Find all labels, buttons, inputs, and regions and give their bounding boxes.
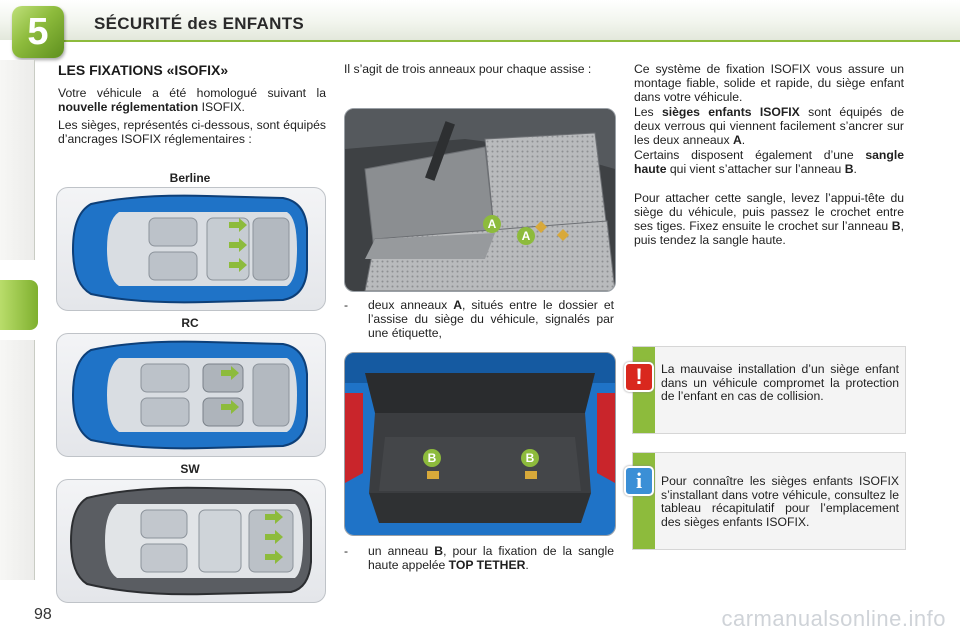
chapter-number-badge: 5	[12, 6, 64, 58]
car-diagram-rc	[56, 333, 326, 457]
intro-paragraph-1	[58, 86, 326, 114]
section-title: LES FIXATIONS «ISOFIX»	[58, 62, 229, 78]
warning-callout	[632, 346, 906, 434]
ring-b-marker: B	[423, 449, 441, 467]
top-tether-term: TOP TETHER	[448, 558, 526, 572]
chapter-tab-active[interactable]	[0, 280, 38, 330]
ring-a-marker: A	[517, 227, 535, 245]
chapter-tab[interactable]	[0, 540, 35, 580]
info-icon: i	[624, 466, 654, 496]
bullet-text-end: .	[525, 558, 529, 572]
chapter-tab[interactable]	[0, 420, 35, 460]
p2-text: sont équipés de deux verrous qui viennent facilement s’ancrer sur les deux anneaux	[634, 105, 904, 147]
p4-bold-ring: B	[891, 219, 901, 233]
bullet-bold: A	[453, 298, 463, 312]
page-number: 98	[34, 606, 52, 623]
right-paragraph-3	[634, 148, 904, 176]
car-label-berline: Berline	[169, 171, 211, 185]
bullet-dash: -	[344, 544, 349, 558]
chapter-tab[interactable]	[0, 500, 35, 540]
car-diagram-berline	[56, 187, 326, 311]
p3-bold-ring: B	[844, 162, 854, 176]
bullet-text: , pour la fixation de la sangle haute appelée	[368, 544, 615, 572]
bullet-text-end: , situés entre le dossier et l’assise du siège du véhicule, signalés par une étiquette,	[368, 298, 615, 340]
p2-text-end: .	[741, 133, 746, 147]
intro-paragraph-2: Les sièges, représentés ci-dessous, sont équipés d’ancrages ISOFIX réglementaires :	[58, 118, 326, 146]
p3-bold: sangle haute	[634, 148, 904, 176]
info-callout	[632, 452, 906, 550]
chapter-tab[interactable]	[0, 220, 35, 260]
car-label-rc: RC	[181, 316, 199, 330]
car-label-sw: SW	[180, 462, 200, 476]
chapter-tab[interactable]	[0, 60, 35, 100]
p4-text: Pour attacher cette sangle, levez l’appui-tête du siège du véhicule, puis passez le crochet entre ses tiges. Fixez ensuite le crochet sur l’anneau	[634, 191, 904, 233]
warning-icon: !	[624, 362, 654, 392]
bullet-text: un anneau	[368, 544, 435, 558]
info-text: Pour connaître les sièges enfants ISOFIX s’installant dans votre véhicule, consultez le tableau récapitulatif pour l’emplacement des sièges enfants ISOFIX.	[661, 474, 899, 529]
chapter-tab[interactable]	[0, 140, 35, 180]
trunk-illustration	[345, 353, 615, 535]
p2-bold-ring: A	[732, 133, 742, 147]
p3-text-end: .	[853, 162, 857, 176]
p2-bold: sièges enfants ISOFIX	[661, 105, 800, 119]
chapter-title: SÉCURITÉ des ENFANTS	[94, 14, 305, 33]
right-paragraph-1: Ce système de fixation ISOFIX vous assure un montage fiable, solide et rapide, du siège enfant dans votre véhicule.	[634, 62, 904, 104]
p3-text: qui vient s’attacher sur l’anneau	[666, 162, 845, 176]
car-top-view-berline	[57, 188, 325, 310]
car-top-view-sw	[57, 480, 325, 602]
chapter-tab[interactable]	[0, 380, 35, 420]
chapter-tab[interactable]	[0, 180, 35, 220]
intro-bold: nouvelle réglementation	[58, 100, 199, 114]
bullet-ring-b	[344, 544, 614, 572]
car-diagram-sw	[56, 479, 326, 603]
header-rule	[40, 40, 960, 42]
chapter-tab[interactable]	[0, 100, 35, 140]
intro-text-end: ISOFIX.	[198, 100, 245, 114]
watermark: carmanualsonline.info	[721, 606, 946, 631]
p3-text: Certains disposent également d’une	[634, 148, 866, 162]
photo-trunk	[344, 352, 616, 536]
bullet-bold: B	[434, 544, 444, 558]
ring-b-marker: B	[521, 449, 539, 467]
ring-a-marker: A	[483, 215, 501, 233]
bullet-text: deux anneaux	[368, 298, 454, 312]
bullet-dash: -	[344, 298, 349, 312]
intro-text: Votre véhicule a été homologué suivant la	[58, 86, 326, 100]
p2-text: Les	[634, 105, 662, 119]
car-top-view-rc	[57, 334, 325, 456]
right-paragraph-2	[634, 105, 904, 147]
middle-intro: Il s’agit de trois anneaux pour chaque assise :	[344, 62, 592, 76]
rear-seat-illustration	[345, 109, 615, 291]
right-paragraph-4	[634, 191, 904, 247]
chapter-tab[interactable]	[0, 340, 35, 380]
warning-text: La mauvaise installation d’un siège enfant dans un véhicule compromet la protection de l’enfant en cas de collision.	[661, 362, 899, 404]
photo-rear-seat	[344, 108, 616, 292]
p4-text-end: , puis tendez la sangle haute.	[634, 219, 904, 247]
bullet-rings-a	[344, 298, 614, 340]
chapter-tab[interactable]	[0, 460, 35, 500]
